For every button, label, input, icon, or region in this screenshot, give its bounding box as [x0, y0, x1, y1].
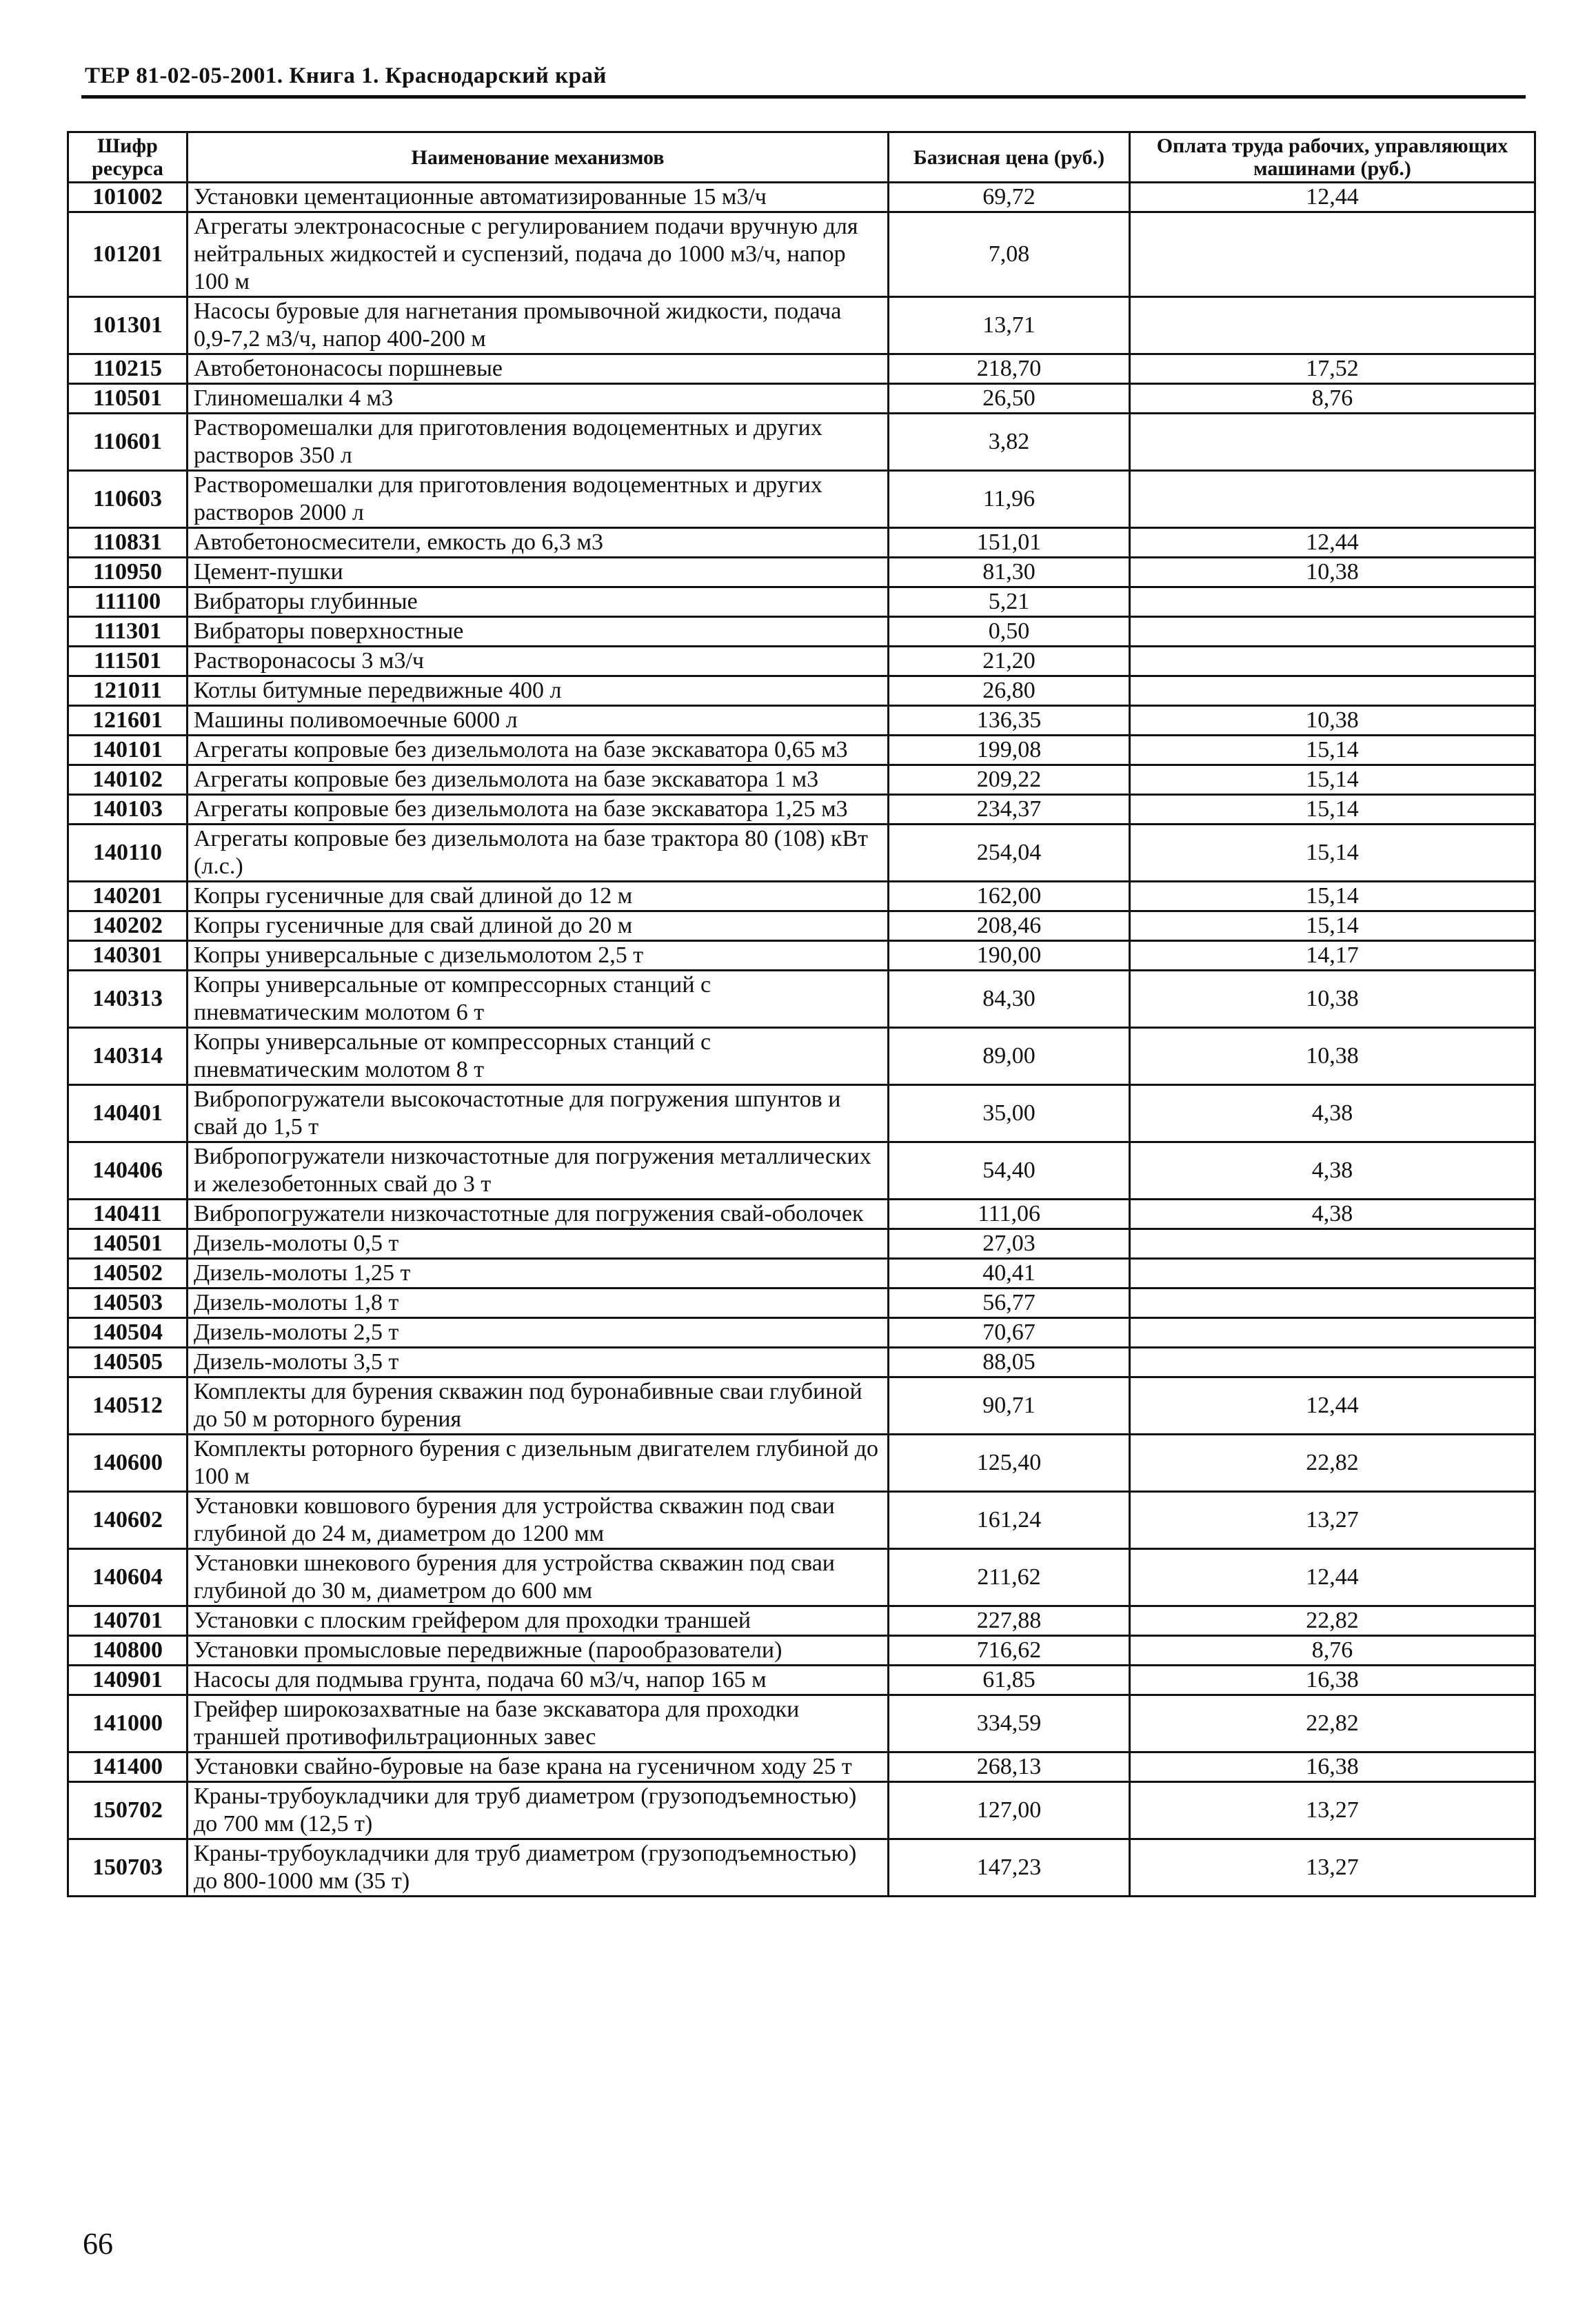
- cell-pay: 13,27: [1130, 1492, 1535, 1549]
- table-row: [68, 1142, 1535, 1200]
- cell-price: 13,71: [889, 297, 1130, 354]
- table-body: [68, 183, 1535, 1897]
- cell-name: Вибропогружатели высокочастотные для погружения шпунтов и свай до 1,5 т: [188, 1085, 889, 1142]
- table-row: [68, 1348, 1535, 1377]
- cell-price: 27,03: [889, 1229, 1130, 1259]
- cell-pay: 10,38: [1130, 558, 1535, 587]
- cell-pay: [1130, 414, 1535, 471]
- cell-name: Установки промысловые передвижные (парообразователи): [188, 1636, 889, 1666]
- table-row: [68, 941, 1535, 971]
- cell-name: Вибропогружатели низкочастотные для погружения свай-оболочек: [188, 1200, 889, 1229]
- cell-name: Установки шнекового бурения для устройства скважин под сваи глубиной до 30 м, диаметром до 600 мм: [188, 1549, 889, 1606]
- table-row: [68, 1492, 1535, 1549]
- table-row: [68, 1606, 1535, 1636]
- cell-price: 3,82: [889, 414, 1130, 471]
- cell-name: Установки свайно-буровые на базе крана на гусеничном ходу 25 т: [188, 1752, 889, 1782]
- table-row: [68, 1695, 1535, 1752]
- cell-name: Вибраторы глубинные: [188, 587, 889, 617]
- cell-code: 140101: [68, 736, 188, 765]
- table-row: [68, 1085, 1535, 1142]
- cell-name: Агрегаты электронасосные с регулированием подачи вручную для нейтральных жидкостей и суспензий, подача до 1000 м3/ч, напор 100 м: [188, 212, 889, 297]
- cell-pay: 15,14: [1130, 795, 1535, 825]
- cell-code: 101301: [68, 297, 188, 354]
- cell-pay: 4,38: [1130, 1085, 1535, 1142]
- column-header-code: Шифр ресурса: [68, 132, 188, 183]
- cell-code: 110603: [68, 471, 188, 528]
- cell-pay: 10,38: [1130, 971, 1535, 1028]
- cell-name: Глиномешалки 4 м3: [188, 384, 889, 414]
- cell-pay: 15,14: [1130, 765, 1535, 795]
- cell-pay: [1130, 1229, 1535, 1259]
- cell-price: 35,00: [889, 1085, 1130, 1142]
- cell-price: 90,71: [889, 1377, 1130, 1435]
- cell-code: 140504: [68, 1318, 188, 1348]
- cell-price: 190,00: [889, 941, 1130, 971]
- cell-name: Агрегаты копровые без дизельмолота на базе экскаватора 0,65 м3: [188, 736, 889, 765]
- cell-code: 140701: [68, 1606, 188, 1636]
- cell-pay: 15,14: [1130, 825, 1535, 882]
- cell-name: Копры универсальные с дизельмолотом 2,5 т: [188, 941, 889, 971]
- table-row: [68, 1435, 1535, 1492]
- cell-price: 211,62: [889, 1549, 1130, 1606]
- cell-price: 151,01: [889, 528, 1130, 558]
- cell-code: 140401: [68, 1085, 188, 1142]
- cell-price: 0,50: [889, 617, 1130, 647]
- cell-price: 111,06: [889, 1200, 1130, 1229]
- cell-pay: [1130, 647, 1535, 676]
- table-header-row: [68, 132, 1535, 183]
- cell-price: 254,04: [889, 825, 1130, 882]
- cell-code: 121601: [68, 706, 188, 736]
- cell-pay: 17,52: [1130, 354, 1535, 384]
- cell-pay: 22,82: [1130, 1606, 1535, 1636]
- cell-code: 140502: [68, 1259, 188, 1289]
- cell-name: Комплекты роторного бурения с дизельным двигателем глубиной до 100 м: [188, 1435, 889, 1492]
- cell-code: 140501: [68, 1229, 188, 1259]
- cell-pay: 15,14: [1130, 911, 1535, 941]
- cell-pay: [1130, 1348, 1535, 1377]
- cell-name: Агрегаты копровые без дизельмолота на базе экскаватора 1,25 м3: [188, 795, 889, 825]
- cell-code: 110215: [68, 354, 188, 384]
- header-rule: [81, 95, 1526, 99]
- cell-name: Насосы буровые для нагнетания промывочной жидкости, подача 0,9-7,2 м3/ч, напор 400-200 м: [188, 297, 889, 354]
- cell-pay: 12,44: [1130, 183, 1535, 212]
- table-row: [68, 1289, 1535, 1318]
- cell-name: Машины поливомоечные 6000 л: [188, 706, 889, 736]
- cell-pay: [1130, 676, 1535, 706]
- cell-name: Установки цементационные автоматизированные 15 м3/ч: [188, 183, 889, 212]
- cell-pay: [1130, 617, 1535, 647]
- cell-pay: 16,38: [1130, 1666, 1535, 1695]
- cell-pay: 16,38: [1130, 1752, 1535, 1782]
- cell-pay: 10,38: [1130, 1028, 1535, 1085]
- cell-pay: 14,17: [1130, 941, 1535, 971]
- cell-name: Дизель-молоты 1,8 т: [188, 1289, 889, 1318]
- table-row: [68, 1839, 1535, 1897]
- cell-price: 209,22: [889, 765, 1130, 795]
- cell-name: Копры универсальные от компрессорных станций с пневматическим молотом 6 т: [188, 971, 889, 1028]
- cell-name: Копры гусеничные для свай длиной до 12 м: [188, 882, 889, 911]
- cell-pay: [1130, 297, 1535, 354]
- cell-pay: 4,38: [1130, 1200, 1535, 1229]
- table-row: [68, 1782, 1535, 1839]
- cell-name: Копры гусеничные для свай длиной до 20 м: [188, 911, 889, 941]
- cell-pay: 4,38: [1130, 1142, 1535, 1200]
- cell-pay: 15,14: [1130, 882, 1535, 911]
- cell-pay: 22,82: [1130, 1695, 1535, 1752]
- column-header-price: Базисная цена (руб.): [889, 132, 1130, 183]
- cell-code: 140505: [68, 1348, 188, 1377]
- cell-name: Грейфер широкозахватные на базе экскаватора для проходки траншей противофильтрационных завес: [188, 1695, 889, 1752]
- cell-code: 140411: [68, 1200, 188, 1229]
- table-row: [68, 617, 1535, 647]
- cell-pay: 15,14: [1130, 736, 1535, 765]
- table-row: [68, 765, 1535, 795]
- cell-price: 40,41: [889, 1259, 1130, 1289]
- table-row: [68, 183, 1535, 212]
- table-row: [68, 1200, 1535, 1229]
- cell-pay: [1130, 1289, 1535, 1318]
- cell-code: 140110: [68, 825, 188, 882]
- cell-price: 84,30: [889, 971, 1130, 1028]
- cell-pay: [1130, 471, 1535, 528]
- cell-name: Краны-трубоукладчики для труб диаметром (грузоподъемностью) до 800-1000 мм (35 т): [188, 1839, 889, 1897]
- cell-price: 127,00: [889, 1782, 1130, 1839]
- table-row: [68, 471, 1535, 528]
- cell-price: 26,50: [889, 384, 1130, 414]
- cell-pay: [1130, 212, 1535, 297]
- cell-pay: 13,27: [1130, 1782, 1535, 1839]
- cell-code: 110831: [68, 528, 188, 558]
- cell-pay: 8,76: [1130, 384, 1535, 414]
- cell-code: 101201: [68, 212, 188, 297]
- cell-name: Агрегаты копровые без дизельмолота на базе экскаватора 1 м3: [188, 765, 889, 795]
- cell-name: Цемент-пушки: [188, 558, 889, 587]
- table-row: [68, 528, 1535, 558]
- cell-code: 140901: [68, 1666, 188, 1695]
- cell-price: 234,37: [889, 795, 1130, 825]
- column-header-name: Наименование механизмов: [188, 132, 889, 183]
- cell-price: 208,46: [889, 911, 1130, 941]
- cell-name: Дизель-молоты 3,5 т: [188, 1348, 889, 1377]
- cell-code: 141000: [68, 1695, 188, 1752]
- cell-code: 150703: [68, 1839, 188, 1897]
- cell-pay: [1130, 1259, 1535, 1289]
- table-row: [68, 1259, 1535, 1289]
- cell-name: Установки ковшового бурения для устройства скважин под сваи глубиной до 24 м, диаметром до 1200 мм: [188, 1492, 889, 1549]
- cell-name: Насосы для подмыва грунта, подача 60 м3/ч, напор 165 м: [188, 1666, 889, 1695]
- cell-price: 136,35: [889, 706, 1130, 736]
- cell-code: 140201: [68, 882, 188, 911]
- table-row: [68, 354, 1535, 384]
- cell-code: 141400: [68, 1752, 188, 1782]
- cell-name: Автобетононасосы поршневые: [188, 354, 889, 384]
- table-row: [68, 1549, 1535, 1606]
- cell-code: 121011: [68, 676, 188, 706]
- table-row: [68, 212, 1535, 297]
- cell-price: 7,08: [889, 212, 1130, 297]
- resources-table: [67, 131, 1536, 1897]
- cell-price: 81,30: [889, 558, 1130, 587]
- cell-name: Автобетоносмесители, емкость до 6,3 м3: [188, 528, 889, 558]
- table-row: [68, 676, 1535, 706]
- table-row: [68, 1377, 1535, 1435]
- cell-code: 140600: [68, 1435, 188, 1492]
- cell-pay: 12,44: [1130, 528, 1535, 558]
- cell-price: 268,13: [889, 1752, 1130, 1782]
- cell-price: 218,70: [889, 354, 1130, 384]
- table-row: [68, 647, 1535, 676]
- cell-code: 140102: [68, 765, 188, 795]
- table-row: [68, 1229, 1535, 1259]
- cell-price: 162,00: [889, 882, 1130, 911]
- table-row: [68, 736, 1535, 765]
- table-row: [68, 706, 1535, 736]
- cell-code: 140406: [68, 1142, 188, 1200]
- table-row: [68, 297, 1535, 354]
- cell-price: 125,40: [889, 1435, 1130, 1492]
- cell-pay: 12,44: [1130, 1549, 1535, 1606]
- cell-pay: [1130, 1318, 1535, 1348]
- cell-price: 199,08: [889, 736, 1130, 765]
- cell-name: Котлы битумные передвижные 400 л: [188, 676, 889, 706]
- cell-name: Дизель-молоты 1,25 т: [188, 1259, 889, 1289]
- cell-name: Вибраторы поверхностные: [188, 617, 889, 647]
- cell-price: 89,00: [889, 1028, 1130, 1085]
- cell-price: 161,24: [889, 1492, 1130, 1549]
- cell-name: Установки с плоским грейфером для проходки траншей: [188, 1606, 889, 1636]
- table-row: [68, 1636, 1535, 1666]
- cell-code: 140314: [68, 1028, 188, 1085]
- table-row: [68, 1666, 1535, 1695]
- cell-name: Дизель-молоты 2,5 т: [188, 1318, 889, 1348]
- cell-price: 334,59: [889, 1695, 1130, 1752]
- cell-code: 110501: [68, 384, 188, 414]
- cell-pay: 10,38: [1130, 706, 1535, 736]
- cell-price: 88,05: [889, 1348, 1130, 1377]
- column-header-pay: Оплата труда рабочих, управляющих машинами (руб.): [1130, 132, 1535, 183]
- cell-code: 111100: [68, 587, 188, 617]
- cell-price: 147,23: [889, 1839, 1130, 1897]
- table-row: [68, 1028, 1535, 1085]
- table-row: [68, 971, 1535, 1028]
- table-row: [68, 911, 1535, 941]
- cell-pay: 13,27: [1130, 1839, 1535, 1897]
- cell-price: 70,67: [889, 1318, 1130, 1348]
- cell-name: Вибропогружатели низкочастотные для погружения металлических и железобетонных свай до 3 т: [188, 1142, 889, 1200]
- cell-pay: 8,76: [1130, 1636, 1535, 1666]
- cell-code: 140800: [68, 1636, 188, 1666]
- cell-price: 56,77: [889, 1289, 1130, 1318]
- cell-pay: 12,44: [1130, 1377, 1535, 1435]
- cell-price: 69,72: [889, 183, 1130, 212]
- table-row: [68, 795, 1535, 825]
- table-row: [68, 825, 1535, 882]
- cell-code: 110950: [68, 558, 188, 587]
- table-row: [68, 414, 1535, 471]
- cell-name: Дизель-молоты 0,5 т: [188, 1229, 889, 1259]
- cell-code: 150702: [68, 1782, 188, 1839]
- table-row: [68, 587, 1535, 617]
- cell-price: 227,88: [889, 1606, 1130, 1636]
- cell-name: Растворонасосы 3 м3/ч: [188, 647, 889, 676]
- cell-code: 140313: [68, 971, 188, 1028]
- cell-code: 140103: [68, 795, 188, 825]
- table-row: [68, 384, 1535, 414]
- cell-name: Агрегаты копровые без дизельмолота на базе трактора 80 (108) кВт (л.с.): [188, 825, 889, 882]
- cell-code: 140301: [68, 941, 188, 971]
- cell-code: 101002: [68, 183, 188, 212]
- cell-price: 26,80: [889, 676, 1130, 706]
- table-row: [68, 1318, 1535, 1348]
- table-row: [68, 558, 1535, 587]
- cell-code: 140202: [68, 911, 188, 941]
- cell-name: Комплекты для бурения скважин под буронабивные сваи глубиной до 50 м роторного бурения: [188, 1377, 889, 1435]
- cell-name: Растворомешалки для приготовления водоцементных и других растворов 2000 л: [188, 471, 889, 528]
- cell-pay: 22,82: [1130, 1435, 1535, 1492]
- cell-code: 140602: [68, 1492, 188, 1549]
- cell-price: 11,96: [889, 471, 1130, 528]
- table-row: [68, 882, 1535, 911]
- document-header: ТЕР 81-02-05-2001. Книга 1. Краснодарский край: [85, 63, 607, 88]
- table-row: [68, 1752, 1535, 1782]
- cell-name: Копры универсальные от компрессорных станций с пневматическим молотом 8 т: [188, 1028, 889, 1085]
- cell-code: 111501: [68, 647, 188, 676]
- cell-price: 54,40: [889, 1142, 1130, 1200]
- cell-code: 140604: [68, 1549, 188, 1606]
- cell-code: 110601: [68, 414, 188, 471]
- cell-price: 21,20: [889, 647, 1130, 676]
- cell-name: Растворомешалки для приготовления водоцементных и других растворов 350 л: [188, 414, 889, 471]
- cell-pay: [1130, 587, 1535, 617]
- cell-code: 140503: [68, 1289, 188, 1318]
- cell-name: Краны-трубоукладчики для труб диаметром (грузоподъемностью) до 700 мм (12,5 т): [188, 1782, 889, 1839]
- page-number: 66: [83, 2227, 113, 2261]
- cell-price: 61,85: [889, 1666, 1130, 1695]
- cell-price: 5,21: [889, 587, 1130, 617]
- cell-code: 111301: [68, 617, 188, 647]
- cell-code: 140512: [68, 1377, 188, 1435]
- cell-price: 716,62: [889, 1636, 1130, 1666]
